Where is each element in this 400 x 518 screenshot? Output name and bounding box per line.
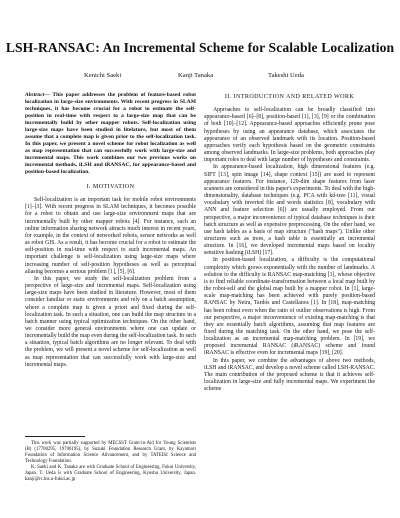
footnote-funding: This work was partially supported by MECSST Grant-in-Aid for Young Scientists (B) (17700295, 19700195), by Suzuki Foundation Research Grant, by Kayamori Foundation of Information Science Advancement, and by TATEISI Science and Technology Foundation. — [25, 441, 196, 464]
right-paragraph-4: In this paper, we combine the advantages of above two methods, iLSH and iRANSAC, and develop a novel scheme called LSH-RANSAC. The main contribution of the proposed scheme is that it achieves self-localization in large-size and fully incremental maps. We experiment the scheme — [204, 357, 375, 393]
left-paragraph-1: Self-localization is an important task for mobile robot environments [1]–[3]. With recent progress in SLAM techniques, it becomes possible for a robot to obtain and use large-size environment maps that are incrementally built by other mapper robots [4]. For instance, such an online information sharing network attracts much interest in recent years, for example, in the context of networked robots, sensor networks as well as robot GIS. As a result, it has become crucial for a robot to estimate the self-position in real-time with respect to such incremental maps. An important challenge is self-localization using large-size maps where increasing number of self-position hypotheses as well as perceptual aliasing becomes a serious problem [1], [5], [6]. — [25, 197, 196, 275]
abstract — [25, 92, 196, 176]
footnote — [25, 436, 196, 483]
section-heading-intro: II. INTRODUCTION AND RELATED WORK — [224, 94, 355, 100]
section-heading-motivation: I. MOTIVATION — [86, 184, 135, 190]
right-paragraph-1: Approaches to self-localization can be broadly classified into appearance-based [6]–[8], position-based [1], [3], [9] or the combination of both [10]–[12]. Appearance-based approaches efficiently prune pose hypotheses by using an appearance database, which associates the appearance of an observed landmark with its location. Position-based approaches verify each hypothesis based on the geometric constraints among observed landmarks. In large-size problems, both approaches play important roles to deal with large number of hypotheses and constraints. — [204, 107, 375, 164]
right-paragraph-2: In appearance-based localization, high dimensional features (e.g. SIFT [13], spin image [14], shape context [15]) are used to represent appearance features. For instance, 120-dim shape features from laser scanners are considered in this paper's experiments. To deal with the high-dimensionality, database techniques (e.g. PCA with kd-tree [11], visual vocabulary with inverted file and words statistics [8], vocabulary with ANN and feature selection [6]) are usually employed. From our perspective, a major inconvenience of typical database techniques is their batch structure as well as expensive preprocessing. On the other hand, we use hash tables as a basis of map structure ("hash maps"). Unlike other structures such as trees, a hash table is essentially an incremental structure. In [16], we developed incremental maps based on locality sensitive hashing (iLSH) [17]. — [204, 164, 375, 257]
footnote-affiliation: K. Saeki and K. Tanaka are with Graduate School of Engineering, Fukui University, Japan. T. Ueda is with Graduate School of Engineering, Kyushu University, Japan. kanji@rc.his.u-fukui.ac.jp — [25, 465, 196, 482]
paper-title: LSH-RANSAC: An Incremental Scheme for Scalable Localization — [5, 40, 395, 55]
author-2: Kanji Tanaka — [178, 72, 214, 79]
right-column — [204, 92, 375, 393]
right-paragraph-3: In position-based localization, a difficulty is the computational complexity which grows exponentially with the number of landmarks. A solution to the difficulty is RANSAC map-matching [1], whose objective is to find reliable coordinate-transformation between a local map built by the robot-self and the global map built by a mapper robot. In [1], large-scale map-matching has been achieved with purely position-based RANSAC by Neira, Tardós and Castellanos [1]. In [18], map-matching has been robust even when the ratio of outlier observations is high. From our perspective, a major inconvenience of existing map-matching is that they are essentially batch algorithms, assuming that map features are fixed during the matching task. On the other hand, we pose the self-localization as an incremental map-matching problem. In [19], we proposed incremental RANSAC (iRANSAC) scheme and found iRANSAC is effective even for incremental maps [19], [20]. — [204, 257, 375, 357]
footnote-rule — [25, 436, 85, 437]
abstract-text: — This paper addresses the problem of feature-based robot localization in large-size environments. With recent progress in SLAM techniques, it has become crucial for a robot to estimate the self-position in real-time with respect to a large-size map that can be incrementally build by other mapper robots. Self-localization using large-size maps have been studied in litelature, but most of them assume that a complete map is given prior to the self-localization task. In this paper, we present a novel scheme for robot localization as well as map representation that can successfully work with large-size and incremental maps. This work combines our two previous works on incremental methods, iLSH and iRANSAC, for appearance-based and position-based localization. — [25, 92, 196, 175]
author-1: Kenichi Saeki — [84, 72, 122, 79]
left-column — [25, 92, 196, 369]
abstract-label: Abstract — [25, 92, 45, 98]
author-3: Takeshi Ueda — [268, 72, 304, 79]
left-paragraph-2: In this paper, we study the self-localization problem from a perspective of large-size and incremental maps. Self-localization using large-size maps have been studied in literature. However, most of them consider familiar or static environments and rely on a batch assumption, where a complete map is given a priori and fixed during the self-localization task. In such a situation, one can build the map structure in a batch manner using typical optimization techniques. On the other hand, we consider more general environments where one can update or incrementally build the map even during the self-localization task. In such a situation, typical batch algorithms are no longer relevant. To deal with the problem, we will present a novel scheme for self-localization as well as map representation that can successfully work with large-size and incremental maps. — [25, 275, 196, 368]
